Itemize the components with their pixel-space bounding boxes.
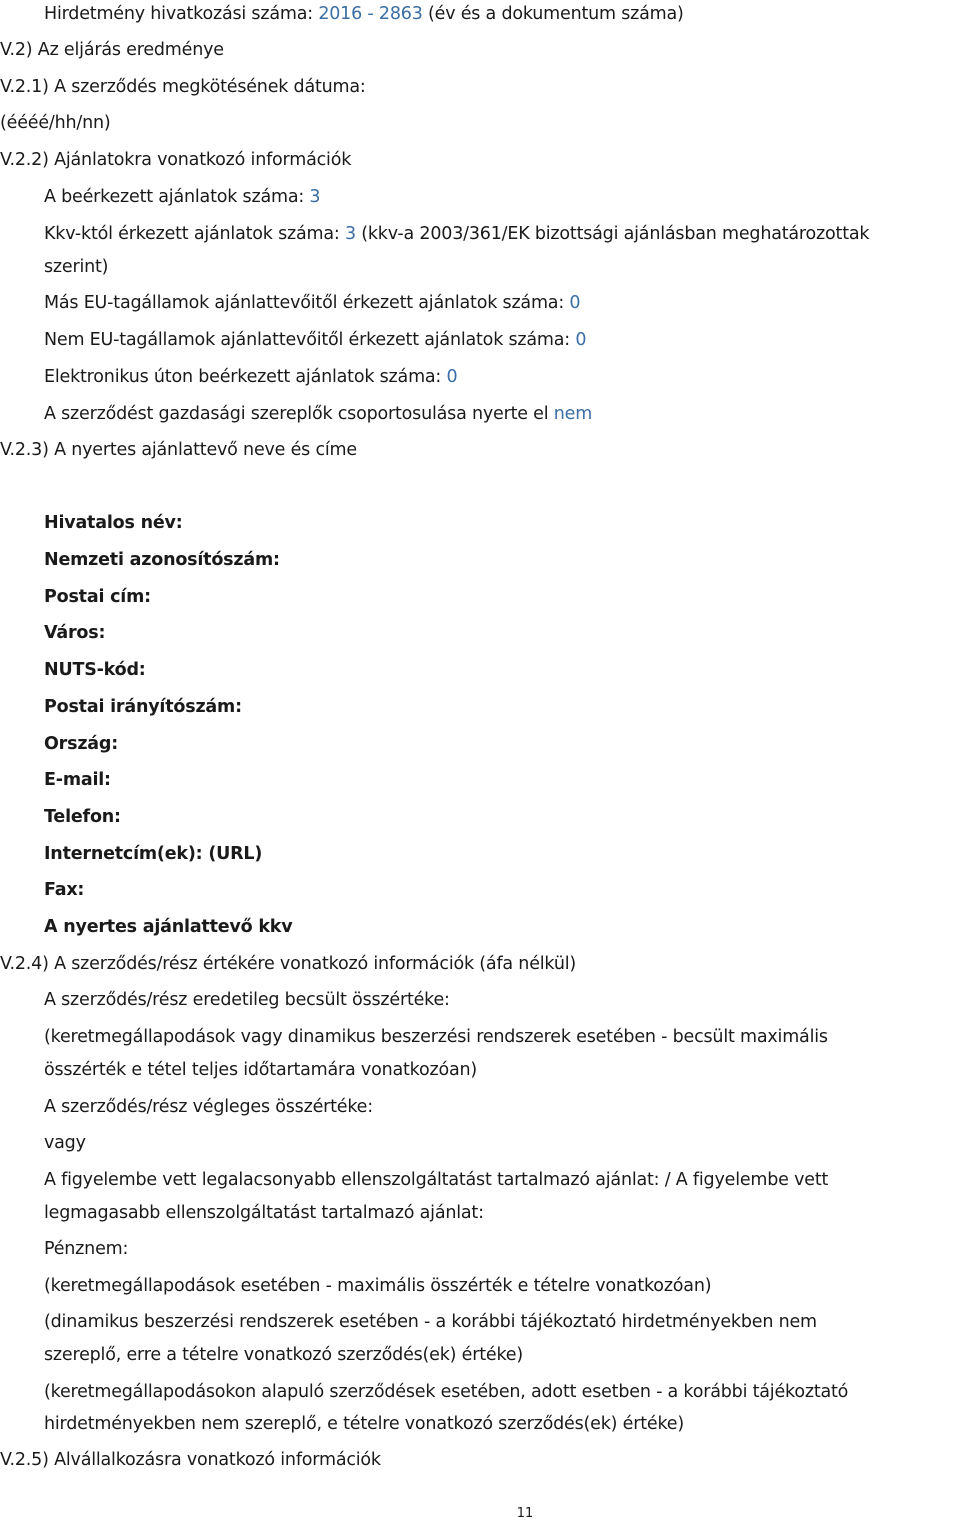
dynamic-system-note-line2: szereplő, erre a tételre vonatkozó szerződés(ek) értéke) — [44, 1345, 523, 1365]
field-postal-address: Postai cím: — [44, 587, 151, 607]
eu-offers-value: 0 — [569, 293, 581, 313]
electronic-offers-label: Elektronikus úton beérkezett ajánlatok száma: — [44, 367, 442, 387]
final-value-label: A szerződés/rész végleges összértéke: — [44, 1097, 373, 1117]
consortium-value: nem — [553, 404, 593, 424]
consortium-label: A szerződést gazdasági szereplők csoportosulása nyerte el — [44, 404, 549, 424]
notice-reference — [44, 3, 684, 25]
or-label: vagy — [44, 1133, 86, 1153]
framework-note-line2: összérték e tétel teljes időtartamára vonatkozóan) — [44, 1060, 478, 1080]
lowest-offer-line2: legmagasabb ellenszolgáltatást tartalmazó ajánlat: — [44, 1203, 484, 1223]
received-offers-label: A beérkezett ajánlatok száma: — [44, 187, 305, 207]
framework-based-note-line1: (keretmegállapodásokon alapuló szerződések esetében, adott esetben - a korábbi tájékoztató — [44, 1382, 849, 1402]
field-sme-winner: A nyertes ajánlattevő kkv — [44, 917, 293, 937]
field-official-name: Hivatalos név: — [44, 513, 183, 533]
consortium-row — [44, 403, 592, 425]
dynamic-system-note-line1: (dinamikus beszerzési rendszerek esetében - a korábbi tájékoztató hirdetményekben nem — [44, 1312, 817, 1332]
eu-offers-row — [44, 292, 580, 314]
section-v25-title: V.2.5) Alvállalkozásra vonatkozó információk — [0, 1450, 381, 1470]
sme-offers-value: 3 — [344, 224, 356, 244]
sme-offers-label: Kkv-któl érkezett ajánlatok száma: — [44, 224, 340, 244]
non-eu-offers-label: Nem EU-tagállamok ajánlattevőitől érkezett ajánlatok száma: — [44, 330, 570, 350]
field-email: E-mail: — [44, 770, 111, 790]
sme-offers-suffix-cont: szerint) — [44, 257, 109, 277]
field-city: Város: — [44, 623, 106, 643]
non-eu-offers-row — [44, 329, 586, 351]
non-eu-offers-value: 0 — [575, 330, 587, 350]
field-postal-code: Postai irányítószám: — [44, 697, 242, 717]
estimated-value-label: A szerződés/rész eredetileg becsült összértéke: — [44, 990, 450, 1010]
sme-offers-suffix: (kkv-a 2003/361/EK bizottsági ajánlásban meghatározottak — [361, 224, 870, 244]
section-v22-title: V.2.2) Ajánlatokra vonatkozó információk — [0, 150, 352, 170]
field-phone: Telefon: — [44, 807, 121, 827]
section-v2-title: V.2) Az eljárás eredménye — [0, 40, 224, 60]
section-v24-title: V.2.4) A szerződés/rész értékére vonatkozó információk (áfa nélkül) — [0, 954, 577, 974]
field-url: Internetcím(ek): (URL) — [44, 844, 263, 864]
notice-reference-suffix: (év és a dokumentum száma) — [428, 4, 684, 24]
framework-note-line1: (keretmegállapodások vagy dinamikus beszerzési rendszerek esetében - becsült maximális — [44, 1027, 828, 1047]
eu-offers-label: Más EU-tagállamok ajánlattevőitől érkezett ajánlatok száma: — [44, 293, 565, 313]
lowest-offer-line1: A figyelembe vett legalacsonyabb ellenszolgáltatást tartalmazó ajánlat: / A figyelembe vett — [44, 1170, 829, 1190]
field-nuts-code: NUTS-kód: — [44, 660, 146, 680]
date-format-hint: (éééé/hh/nn) — [0, 113, 111, 133]
received-offers-row — [44, 186, 320, 208]
section-v23-title: V.2.3) A nyertes ajánlattevő neve és címe — [0, 440, 357, 460]
notice-reference-value: 2016 - 2863 — [318, 4, 423, 24]
field-national-id: Nemzeti azonosítószám: — [44, 550, 280, 570]
field-country: Ország: — [44, 734, 119, 754]
section-v21-title: V.2.1) A szerződés megkötésének dátuma: — [0, 77, 366, 97]
sme-offers-row — [44, 223, 869, 245]
currency-label: Pénznem: — [44, 1239, 129, 1259]
electronic-offers-row — [44, 366, 457, 388]
received-offers-value: 3 — [309, 187, 321, 207]
framework-based-note-line2: hirdetményekben nem szereplő, e tételre vonatkozó szerződés(ek) értéke) — [44, 1414, 684, 1434]
framework-max-note: (keretmegállapodások esetében - maximális összérték e tételre vonatkozóan) — [44, 1276, 712, 1296]
page-number: 11 — [516, 1506, 534, 1521]
field-fax: Fax: — [44, 880, 85, 900]
electronic-offers-value: 0 — [446, 367, 458, 387]
notice-reference-label: Hirdetmény hivatkozási száma: — [44, 4, 313, 24]
